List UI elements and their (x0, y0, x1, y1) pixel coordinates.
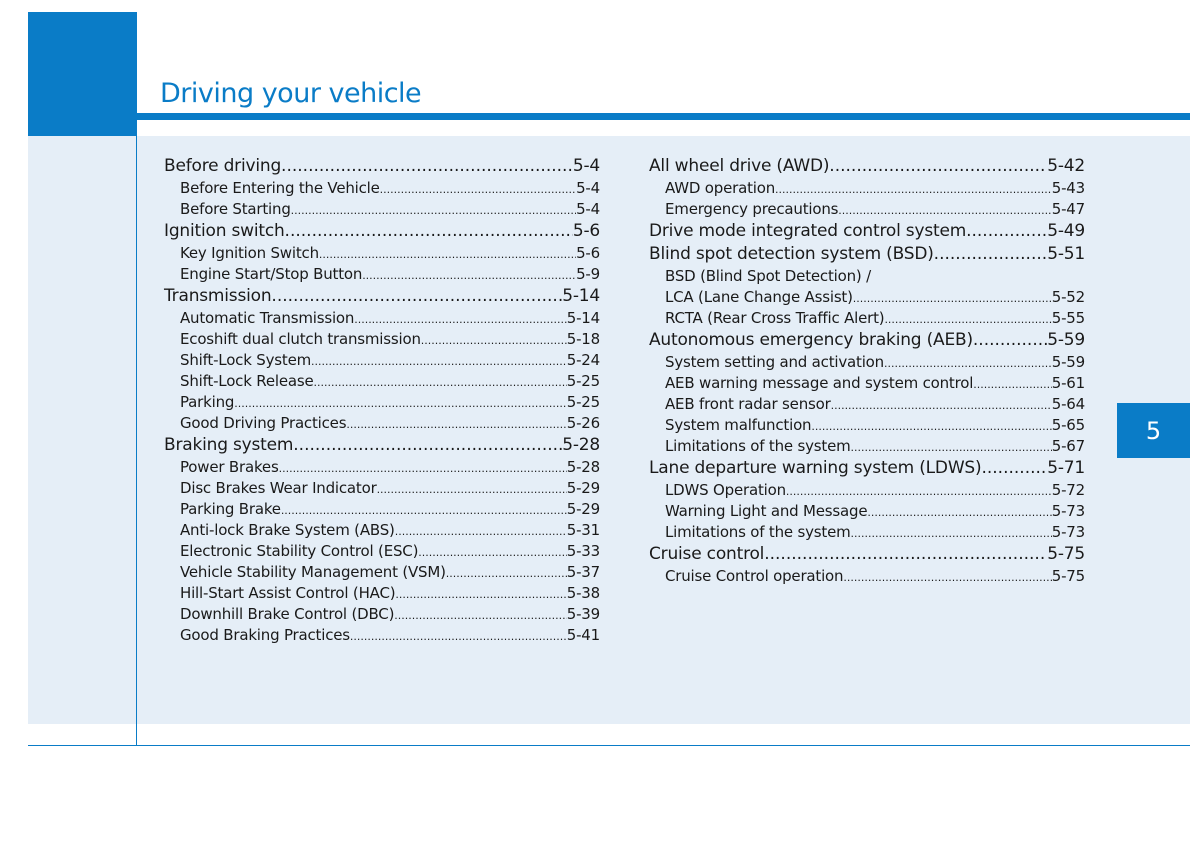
toc-entry-label: Blind spot detection system (BSD) (649, 244, 934, 264)
toc-entry-label: Parking (180, 393, 235, 411)
toc-page-number: 5-14 (566, 309, 600, 327)
toc-dot-leader (281, 155, 573, 178)
toc-entry-label: Braking system (164, 435, 294, 455)
toc-entry-label: All wheel drive (AWD) (649, 156, 830, 176)
toc-subentry[interactable] (164, 520, 600, 541)
toc-entry-label: Electronic Stability Control (ESC) (180, 542, 419, 560)
toc-section-entry[interactable] (164, 434, 600, 457)
toc-page-number: 5-26 (566, 414, 600, 432)
toc-entry-label: Before Entering the Vehicle (180, 179, 380, 197)
toc-subentry[interactable] (164, 583, 600, 604)
toc-entry-label: Emergency precautions (665, 200, 839, 218)
vertical-rule (136, 12, 137, 746)
toc-entry-label: System malfunction (665, 416, 812, 434)
toc-subentry[interactable] (649, 266, 1085, 287)
toc-page-number: 5-18 (566, 330, 600, 348)
toc-dot-leader (293, 434, 562, 457)
toc-subentry[interactable] (649, 501, 1085, 522)
toc-dot-leader (966, 220, 1047, 243)
toc-dot-leader (446, 563, 567, 584)
toc-subentry[interactable] (649, 287, 1085, 308)
title-underline (137, 113, 1190, 120)
toc-subentry[interactable] (164, 329, 600, 350)
toc-dot-leader (786, 481, 1052, 502)
toc-subentry[interactable] (649, 394, 1085, 415)
toc-entry-label: Hill-Start Assist Control (HAC) (180, 584, 396, 602)
toc-page-number: 5-42 (1047, 156, 1085, 176)
toc-subentry[interactable] (649, 178, 1085, 199)
toc-entry-label: Autonomous emergency braking (AEB) (649, 330, 973, 350)
toc-entry-label: Before Starting (180, 200, 291, 218)
toc-entry-label: RCTA (Rear Cross Traffic Alert) (665, 309, 885, 327)
toc-entry-label: Good Braking Practices (180, 626, 350, 644)
toc-subentry[interactable] (649, 373, 1085, 394)
toc-subentry[interactable] (164, 243, 600, 264)
toc-dot-leader (831, 395, 1052, 416)
toc-section-entry[interactable] (164, 155, 600, 178)
toc-page-number: 5-47 (1051, 200, 1085, 218)
toc-page-number: 5-52 (1051, 288, 1085, 306)
toc-page-number: 5-14 (562, 286, 600, 306)
toc-page-number: 5-25 (566, 393, 600, 411)
toc-dot-leader (811, 416, 1051, 437)
toc-entry-label: LCA (Lane Change Assist) (665, 288, 853, 306)
toc-entry-label: Parking Brake (180, 500, 281, 518)
toc-subentry[interactable] (164, 478, 600, 499)
toc-dot-leader (395, 584, 566, 605)
toc-page-number: 5-55 (1051, 309, 1085, 327)
toc-page-number: 5-31 (566, 521, 600, 539)
toc-dot-leader (377, 479, 567, 500)
toc-page-number: 5-41 (566, 626, 600, 644)
toc-dot-leader (380, 179, 576, 200)
toc-subentry[interactable] (164, 541, 600, 562)
toc-page-number: 5-37 (566, 563, 600, 581)
toc-subentry[interactable] (649, 199, 1085, 220)
toc-dot-leader (285, 220, 573, 243)
toc-subentry[interactable] (164, 457, 600, 478)
toc-dot-leader (350, 626, 567, 647)
chapter-tab[interactable] (1117, 403, 1190, 458)
toc-page-number: 5-29 (566, 500, 600, 518)
toc-entry-label: System setting and activation (665, 353, 884, 371)
toc-page-number: 5-33 (566, 542, 600, 560)
toc-dot-leader (354, 309, 567, 330)
toc-left-column (164, 155, 600, 646)
toc-entry-label: Disc Brakes Wear Indicator (180, 479, 377, 497)
toc-page-number: 5-73 (1051, 502, 1085, 520)
toc-page-number: 5-65 (1051, 416, 1085, 434)
toc-page-number: 5-59 (1047, 330, 1085, 350)
toc-subentry[interactable] (164, 264, 600, 285)
toc-entry-label: Ecoshift dual clutch transmission (180, 330, 421, 348)
toc-entry-label: LDWS Operation (665, 481, 786, 499)
toc-page-number: 5-24 (566, 351, 600, 369)
corner-color-block (28, 12, 137, 136)
toc-section-entry[interactable] (649, 329, 1085, 352)
toc-page-number: 5-38 (566, 584, 600, 602)
toc-entry-label: Cruise Control operation (665, 567, 844, 585)
toc-entry-label: Limitations of the system (665, 437, 851, 455)
toc-entry-label: Engine Start/Stop Button (180, 265, 363, 283)
toc-dot-leader (234, 393, 567, 414)
toc-dot-leader (291, 200, 576, 221)
toc-subentry[interactable] (164, 392, 600, 413)
toc-entry-label: Power Brakes (180, 458, 279, 476)
toc-dot-leader (271, 285, 562, 308)
toc-page-number: 5-29 (566, 479, 600, 497)
toc-page-number: 5-9 (576, 265, 600, 283)
toc-dot-leader (884, 353, 1052, 374)
toc-page-number: 5-4 (576, 179, 600, 197)
toc-entry-label: Transmission (164, 286, 272, 306)
toc-dot-leader (981, 457, 1047, 480)
toc-page-number: 5-43 (1051, 179, 1085, 197)
toc-page-number: 5-6 (576, 244, 600, 262)
toc-dot-leader (838, 200, 1051, 221)
toc-section-entry[interactable] (649, 155, 1085, 178)
toc-subentry[interactable] (649, 415, 1085, 436)
toc-dot-leader (311, 351, 567, 372)
toc-dot-leader (934, 243, 1048, 266)
toc-entry-label: Ignition switch (164, 221, 285, 241)
toc-dot-leader (281, 500, 567, 521)
toc-page-number: 5-75 (1047, 544, 1085, 564)
side-strip (28, 136, 137, 724)
toc-dot-leader (362, 265, 576, 286)
toc-entry-label: Lane departure warning system (LDWS) (649, 458, 982, 478)
toc-entry-label: Before driving (164, 156, 282, 176)
toc-dot-leader (764, 543, 1047, 566)
toc-subentry[interactable] (164, 371, 600, 392)
toc-dot-leader (314, 372, 567, 393)
toc-page-number: 5-6 (572, 221, 600, 241)
toc-subentry[interactable] (164, 308, 600, 329)
toc-page-number: 5-39 (566, 605, 600, 623)
toc-section-entry[interactable] (164, 220, 600, 243)
toc-section-entry[interactable] (649, 543, 1085, 566)
toc-entry-label: Anti-lock Brake System (ABS) (180, 521, 395, 539)
toc-section-entry[interactable] (649, 243, 1085, 266)
toc-entry-label: Shift-Lock System (180, 351, 312, 369)
toc-subentry[interactable] (164, 499, 600, 520)
toc-dot-leader (346, 414, 566, 435)
toc-dot-leader (418, 542, 567, 563)
toc-page-number: 5-28 (562, 435, 600, 455)
toc-entry-label: Warning Light and Message (665, 502, 868, 520)
toc-entry-label: Vehicle Stability Management (VSM) (180, 563, 446, 581)
toc-subentry[interactable] (649, 522, 1085, 543)
toc-subentry[interactable] (649, 566, 1085, 587)
toc-subentry[interactable] (164, 178, 600, 199)
toc-subentry[interactable] (649, 352, 1085, 373)
toc-page-number: 5-51 (1047, 244, 1085, 264)
toc-page-number: 5-71 (1047, 458, 1085, 478)
toc-entry-label: Shift-Lock Release (180, 372, 314, 390)
toc-subentry[interactable] (649, 436, 1085, 457)
toc-subentry[interactable] (164, 199, 600, 220)
toc-entry-label: Automatic Transmission (180, 309, 355, 327)
toc-entry-label: Limitations of the system (665, 523, 851, 541)
toc-subentry[interactable] (649, 308, 1085, 329)
page-title: Driving your vehicle (160, 78, 422, 109)
toc-dot-leader (843, 567, 1051, 588)
toc-dot-leader (851, 523, 1052, 544)
toc-entry-label: Drive mode integrated control system (649, 221, 967, 241)
toc-dot-leader (867, 502, 1051, 523)
toc-dot-leader (279, 458, 567, 479)
toc-entry-label: AWD operation (665, 179, 776, 197)
toc-dot-leader (775, 179, 1052, 200)
bottom-rule (28, 745, 1190, 746)
toc-entry-label: Cruise control (649, 544, 765, 564)
toc-section-entry[interactable] (164, 285, 600, 308)
toc-dot-leader (973, 329, 1047, 352)
toc-dot-leader (395, 521, 567, 542)
toc-page-number: 5-25 (566, 372, 600, 390)
toc-page-number: 5-67 (1051, 437, 1085, 455)
toc-entry-label: Good Driving Practices (180, 414, 347, 432)
toc-page-number: 5-61 (1051, 374, 1085, 392)
toc-page-number: 5-72 (1051, 481, 1085, 499)
toc-dot-leader (394, 605, 567, 626)
toc-dot-leader (851, 437, 1052, 458)
toc-dot-leader (421, 330, 567, 351)
toc-dot-leader (829, 155, 1047, 178)
toc-subentry[interactable] (164, 350, 600, 371)
toc-page-number: 5-64 (1051, 395, 1085, 413)
toc-subentry[interactable] (164, 562, 600, 583)
toc-section-entry[interactable] (649, 220, 1085, 243)
toc-entry-label: AEB front radar sensor (665, 395, 831, 413)
toc-page-number: 5-73 (1051, 523, 1085, 541)
toc-entry-label: BSD (Blind Spot Detection) / (665, 267, 871, 285)
toc-dot-leader (853, 288, 1052, 309)
toc-page-number: 5-4 (576, 200, 600, 218)
toc-subentry[interactable] (164, 625, 600, 646)
toc-page-number: 5-75 (1051, 567, 1085, 585)
toc-subentry[interactable] (164, 604, 600, 625)
toc-page-number: 5-49 (1047, 221, 1085, 241)
toc-page-number: 5-28 (566, 458, 600, 476)
toc-entry-label: Key Ignition Switch (180, 244, 319, 262)
toc-dot-leader (973, 374, 1052, 395)
toc-section-entry[interactable] (649, 457, 1085, 480)
toc-right-column (649, 155, 1085, 587)
toc-page-number: 5-59 (1051, 353, 1085, 371)
toc-subentry[interactable] (649, 480, 1085, 501)
toc-entry-label: AEB warning message and system control (665, 374, 974, 392)
toc-dot-leader (319, 244, 576, 265)
toc-subentry[interactable] (164, 413, 600, 434)
toc-entry-label: Downhill Brake Control (DBC) (180, 605, 395, 623)
toc-page-number: 5-4 (572, 156, 600, 176)
chapter-number: 5 (1145, 416, 1162, 445)
toc-dot-leader (884, 309, 1051, 330)
